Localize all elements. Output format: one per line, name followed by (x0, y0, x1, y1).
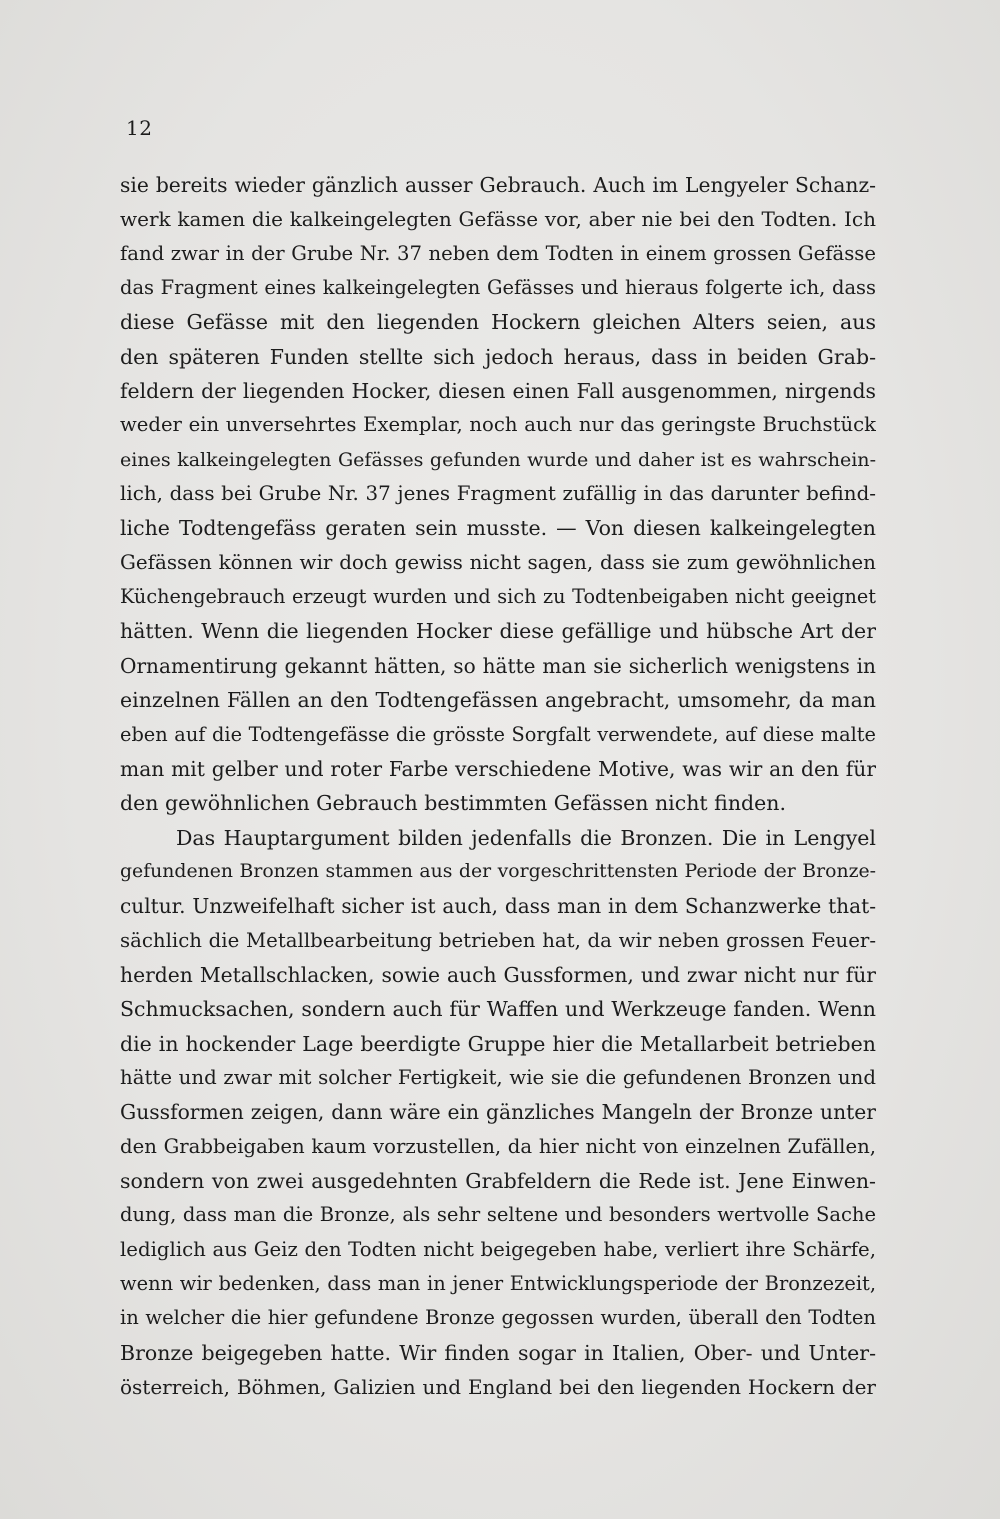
text-line: sächlich die Metallbearbeitung betrieben hat, da wir neben grossen Feuer- (120, 928, 876, 952)
text-line: sondern von zwei ausgedehnten Grabfeldern die Rede ist. Jene Einwen- (120, 1168, 876, 1193)
page-number: 12 (126, 116, 153, 140)
text-line: den gewöhnlichen Gebrauch bestimmten Gefässen nicht finden. (120, 791, 787, 816)
text-line: Ornamentirung gekannt hätten, so hätte man sie sicherlich wenigstens in (120, 653, 876, 678)
text-line: man mit gelber und roter Farbe verschiedene Motive, was wir an den für (120, 756, 876, 781)
text-line: das Fragment eines kalkeingelegten Gefässes und hieraus folgerte ich, dass (120, 276, 876, 300)
text-line: eben auf die Todtengefässe die grösste Sorgfalt verwendete, auf diese malte (120, 722, 876, 746)
text-line: weder ein unversehrtes Exemplar, noch auch nur das geringste Bruchstück (120, 413, 876, 437)
text-line: Schmucksachen, sondern auch für Waffen und Werkzeuge fanden. Wenn (120, 997, 876, 1022)
text-line: Gefässen können wir doch gewiss nicht sagen, dass sie zum gewöhnlichen (120, 550, 876, 574)
text-line: herden Metallschlacken, sowie auch Gussformen, und zwar nicht nur für (120, 962, 876, 987)
body-text (120, 168, 876, 1404)
text-line: fand zwar in der Grube Nr. 37 neben dem Todten in einem grossen Gefässe (120, 241, 876, 265)
text-line: den späteren Funden stellte sich jedoch heraus, dass in beiden Grab- (120, 344, 876, 369)
text-line: diese Gefässe mit den liegenden Hockern gleichen Alters seien, aus (120, 310, 876, 335)
text-line: hätten. Wenn die liegenden Hocker diese gefällige und hübsche Art der (120, 619, 876, 644)
text-line: einzelnen Fällen an den Todtengefässen angebracht, umsomehr, da man (120, 688, 876, 713)
text-line: Küchengebrauch erzeugt wurden und sich zu Todtenbeigaben nicht geeignet (120, 585, 876, 609)
text-line: werk kamen die kalkeingelegten Gefässe vor, aber nie bei den Todten. Ich (120, 207, 876, 232)
text-line: Bronze beigegeben hatte. Wir finden sogar in Italien, Ober- und Unter- (120, 1340, 876, 1365)
text-line: österreich, Böhmen, Galizien und England bei den liegenden Hockern der (120, 1375, 876, 1400)
text-line: hätte und zwar mit solcher Fertigkeit, wie sie die gefundenen Bronzen und (120, 1065, 876, 1089)
text-line: feldern der liegenden Hocker, diesen einen Fall ausgenommen, nirgends (120, 379, 876, 404)
text-line: eines kalkeingelegten Gefässes gefunden wurde und daher ist es wahrschein- (120, 448, 876, 471)
text-line: die in hockender Lage beerdigte Gruppe hier die Metallarbeit betrieben (120, 1031, 876, 1056)
text-line: sie bereits wieder gänzlich ausser Gebrauch. Auch im Lengyeler Schanz- (120, 173, 876, 197)
text-line: in welcher die hier gefundene Bronze gegossen wurden, überall den Todten (120, 1306, 876, 1330)
text-line: liche Todtengefäss geraten sein musste. — Von diesen kalkeingelegten (120, 516, 876, 541)
text-line: lich, dass bei Grube Nr. 37 jenes Fragment zufällig in das darunter befind- (120, 482, 876, 506)
text-line: dung, dass man die Bronze, als sehr seltene und besonders wertvolle Sache (120, 1203, 876, 1227)
text-line: den Grabbeigaben kaum vorzustellen, da hier nicht von einzelnen Zufällen, (120, 1134, 876, 1158)
paragraph-start-line: Das Hauptargument bilden jedenfalls die Bronzen. Die in Lengyel (176, 825, 876, 850)
text-line: wenn wir bedenken, dass man in jener Entwicklungsperiode der Bronzezeit, (120, 1272, 876, 1295)
text-line: Gussformen zeigen, dann wäre ein gänzliches Mangeln der Bronze unter (120, 1100, 876, 1125)
text-line: cultur. Unzweifelhaft sicher ist auch, dass man in dem Schanzwerke that- (120, 894, 876, 919)
text-line: lediglich aus Geiz den Todten nicht beigegeben habe, verliert ihre Schärfe, (120, 1237, 876, 1261)
text-line: gefundenen Bronzen stammen aus der vorgeschrittensten Periode der Bronze- (120, 860, 876, 882)
